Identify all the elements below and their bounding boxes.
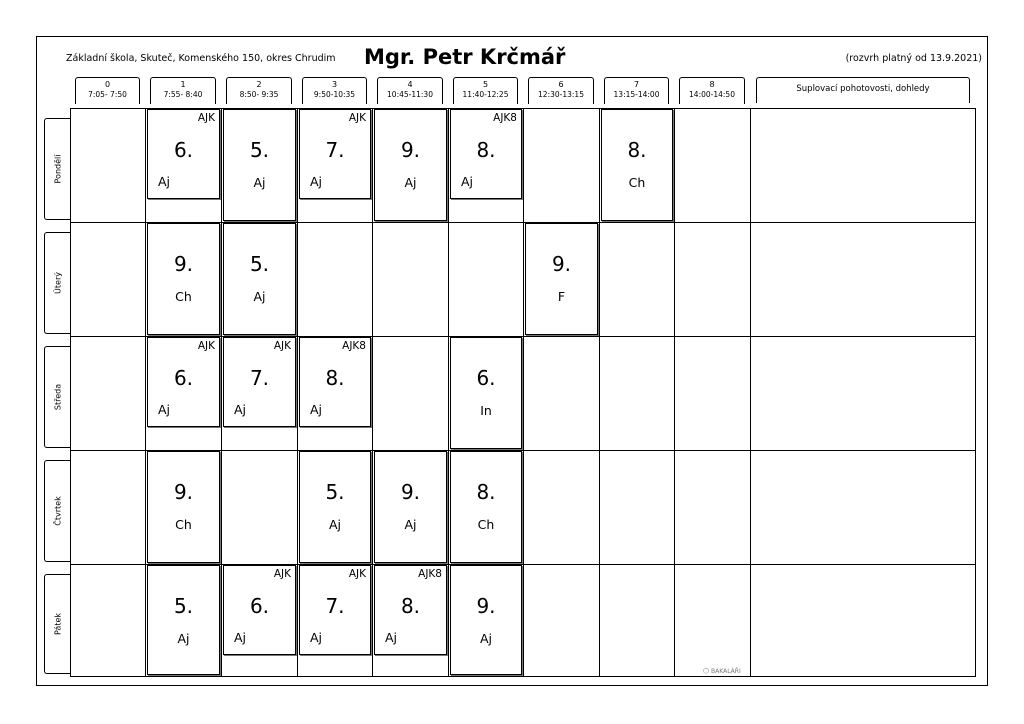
lesson-subject: Aj bbox=[310, 174, 323, 189]
lesson-group: AJK bbox=[348, 568, 366, 580]
lesson-class: 6. bbox=[173, 366, 194, 390]
lesson-class: 5. bbox=[325, 480, 345, 504]
grid-hline bbox=[70, 676, 976, 677]
period-header-3 bbox=[302, 77, 367, 104]
lesson-subject: Ch bbox=[628, 175, 646, 190]
lesson-subject: Aj bbox=[234, 402, 247, 417]
period-time: 7:05- 7:50 bbox=[88, 90, 127, 99]
lesson-class: 7. bbox=[249, 366, 270, 390]
lesson-class: 5. bbox=[249, 138, 270, 162]
lesson-subject: Aj bbox=[404, 175, 417, 190]
lesson-card[interactable] bbox=[147, 109, 220, 199]
lesson-class: 9. bbox=[173, 480, 194, 504]
period-time: 8:50- 9:35 bbox=[239, 90, 279, 99]
day-tab-1 bbox=[44, 232, 70, 334]
lesson-subject: Ch bbox=[477, 517, 495, 532]
lesson-card[interactable] bbox=[450, 565, 522, 675]
lesson-class: 8. bbox=[627, 138, 647, 162]
lesson-group: AJK bbox=[273, 568, 291, 580]
period-header-4 bbox=[377, 77, 443, 104]
bakalari-brand bbox=[703, 667, 741, 675]
period-time: 12:30-13:15 bbox=[538, 90, 584, 99]
day-tab-4 bbox=[44, 574, 70, 674]
lesson-subject: Aj bbox=[310, 402, 323, 417]
lesson-subject: Aj bbox=[310, 630, 323, 645]
lesson-class: 6. bbox=[249, 594, 270, 618]
period-number: 1 bbox=[180, 80, 186, 89]
grid-vline bbox=[674, 108, 675, 676]
lesson-subject: Aj bbox=[253, 289, 266, 304]
lesson-class: 9. bbox=[476, 594, 496, 618]
day-tab-0 bbox=[44, 118, 70, 220]
lesson-group: AJK bbox=[273, 340, 291, 352]
lesson-class: 7. bbox=[325, 138, 345, 162]
validity-note: (rozvrh platný od 13.9.2021) bbox=[845, 53, 982, 64]
bakalari-logo-icon: ⬡ bbox=[703, 667, 710, 675]
lesson-card[interactable] bbox=[299, 451, 371, 563]
period-number: 8 bbox=[709, 80, 715, 89]
lesson-subject: Aj bbox=[177, 631, 190, 646]
period-number: 5 bbox=[482, 80, 489, 89]
day-label: Pátek bbox=[53, 612, 62, 636]
lesson-group: AJK bbox=[348, 112, 366, 124]
day-label: Středa bbox=[53, 383, 62, 411]
lesson-class: 9. bbox=[400, 138, 421, 162]
supplementary-header: Suplovací pohotovosti, dohledy bbox=[756, 77, 970, 103]
lesson-subject: Aj bbox=[404, 517, 417, 532]
lesson-card[interactable] bbox=[147, 565, 220, 675]
period-header-5 bbox=[453, 77, 518, 104]
lesson-card[interactable] bbox=[147, 223, 220, 335]
lesson-subject: Aj bbox=[234, 630, 247, 645]
lesson-class: 6. bbox=[476, 366, 496, 390]
lesson-card[interactable] bbox=[450, 451, 522, 563]
lesson-class: 8. bbox=[476, 480, 496, 504]
period-header-1 bbox=[150, 77, 216, 104]
period-header-6 bbox=[528, 77, 594, 104]
lesson-group: AJK8 bbox=[418, 568, 442, 580]
period-time: 14:00-14:50 bbox=[689, 90, 735, 99]
period-number: 2 bbox=[256, 80, 262, 89]
lesson-card[interactable] bbox=[601, 109, 673, 221]
lesson-class: 5. bbox=[173, 594, 194, 618]
lesson-class: 8. bbox=[325, 366, 345, 390]
period-number: 0 bbox=[104, 80, 111, 89]
lesson-group: AJK8 bbox=[342, 340, 366, 352]
lesson-subject: Ch bbox=[175, 289, 192, 304]
lesson-group: AJK bbox=[197, 112, 215, 124]
lesson-subject: Aj bbox=[479, 631, 493, 646]
teacher-name: Mgr. Petr Krčmář bbox=[364, 45, 566, 69]
period-time: 10:45-11:30 bbox=[387, 90, 433, 99]
grid-vline bbox=[297, 108, 298, 676]
lesson-subject: Ch bbox=[175, 517, 192, 532]
period-number: 3 bbox=[331, 80, 338, 89]
period-time: 9:50-10:35 bbox=[313, 90, 356, 99]
lesson-card[interactable] bbox=[299, 337, 371, 427]
period-time: 7:55- 8:40 bbox=[163, 90, 203, 99]
lesson-card[interactable] bbox=[147, 451, 220, 563]
lesson-card[interactable] bbox=[374, 565, 447, 655]
school-name: Základní škola, Skuteč, Komenského 150, okres Chrudim bbox=[66, 53, 336, 64]
lesson-card[interactable] bbox=[299, 109, 371, 199]
grid-vline bbox=[70, 108, 71, 676]
lesson-card[interactable] bbox=[374, 451, 447, 563]
lesson-subject: F bbox=[557, 289, 566, 304]
lesson-class: 5. bbox=[249, 252, 270, 276]
lesson-class: 9. bbox=[551, 252, 572, 276]
lesson-card[interactable] bbox=[450, 109, 522, 199]
day-tab-2 bbox=[44, 346, 70, 448]
lesson-card[interactable] bbox=[374, 109, 447, 221]
grid-vline bbox=[448, 108, 449, 676]
lesson-card[interactable] bbox=[147, 337, 220, 427]
day-label: Úterý bbox=[53, 272, 62, 294]
lesson-subject: Aj bbox=[385, 630, 398, 645]
lesson-group: AJK bbox=[197, 340, 215, 352]
lesson-subject: Aj bbox=[253, 175, 266, 190]
grid-vline bbox=[975, 108, 976, 676]
period-time: 11:40-12:25 bbox=[462, 90, 509, 99]
grid-vline bbox=[750, 108, 751, 676]
lesson-group: AJK8 bbox=[493, 112, 517, 124]
grid-vline bbox=[145, 108, 146, 676]
day-label: Pondělí bbox=[53, 154, 62, 184]
period-number: 4 bbox=[407, 80, 413, 89]
lesson-subject: Aj bbox=[461, 174, 474, 189]
period-header-2 bbox=[226, 77, 292, 104]
lesson-card[interactable] bbox=[450, 337, 522, 449]
period-number: 6 bbox=[558, 80, 564, 89]
lesson-subject: Aj bbox=[158, 402, 171, 417]
lesson-class: 9. bbox=[400, 480, 421, 504]
grid-vline bbox=[372, 108, 373, 676]
lesson-subject: In bbox=[480, 403, 492, 418]
lesson-card[interactable] bbox=[525, 223, 598, 335]
grid-vline bbox=[599, 108, 600, 676]
lesson-subject: Aj bbox=[158, 174, 171, 189]
grid-vline bbox=[221, 108, 222, 676]
grid-vline bbox=[523, 108, 524, 676]
lesson-card[interactable] bbox=[223, 109, 296, 221]
lesson-card[interactable] bbox=[223, 565, 296, 655]
period-number: 7 bbox=[633, 80, 640, 89]
lesson-card[interactable] bbox=[223, 223, 296, 335]
lesson-card[interactable] bbox=[299, 565, 371, 655]
bakalari-brand-label: BAKALÁŘI bbox=[711, 668, 741, 675]
lesson-class: 8. bbox=[476, 138, 496, 162]
lesson-subject: Aj bbox=[328, 517, 342, 532]
period-header-7 bbox=[604, 77, 669, 104]
lesson-class: 6. bbox=[173, 138, 194, 162]
lesson-class: 8. bbox=[400, 594, 421, 618]
lesson-card[interactable] bbox=[223, 337, 296, 427]
day-label: Čtvrtek bbox=[53, 496, 62, 526]
period-time: 13:15-14:00 bbox=[613, 90, 660, 99]
lesson-class: 7. bbox=[325, 594, 345, 618]
day-tab-3 bbox=[44, 460, 70, 562]
period-header-0 bbox=[75, 77, 140, 104]
lesson-class: 9. bbox=[173, 252, 194, 276]
period-header-8 bbox=[679, 77, 745, 104]
